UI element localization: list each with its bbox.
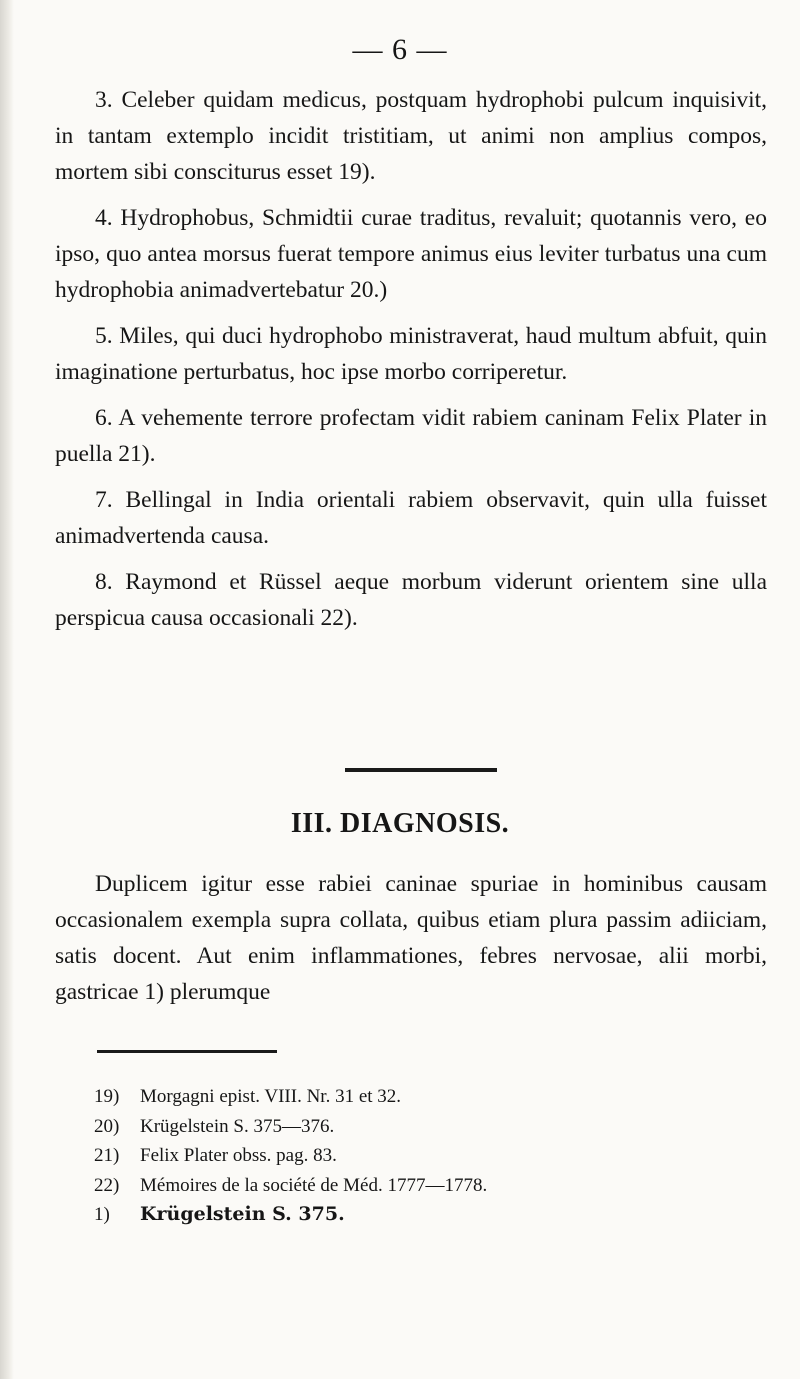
- footnote-text: Felix Plater obss. pag. 83.: [140, 1145, 337, 1166]
- section-divider: [345, 768, 497, 772]
- main-text-diagnosis: [55, 866, 767, 1010]
- footnote-label: 22): [94, 1174, 120, 1196]
- paragraph-7: 7. Bellingal in India orientali rabiem observavit, quin ulla fuisset animadvertenda causa.: [55, 487, 767, 549]
- footnote-text: Mémoires de la société de Méd. 1777—1778.: [140, 1174, 488, 1196]
- footnotes: [94, 1082, 774, 1230]
- paragraph-4: 4. Hydrophobus, Schmidtii curae traditus, revaluit; quotannis vero, eo ipso, quo antea morsus fuerat tempore animus eius leviter turbatus una cum hydrophobia animadvertebatur 20.): [55, 205, 767, 303]
- footnote: [94, 1200, 774, 1230]
- main-text-top: [55, 82, 767, 636]
- footnote-label: 21): [94, 1145, 120, 1166]
- footnote-text: Morgagni epist. VIII. Nr. 31 et 32.: [140, 1086, 402, 1107]
- paragraph-3: 3. Celeber quidam medicus, postquam hydrophobi pulcum inquisivit, in tantam extemplo incidit tristitiam, ut animi non amplius compos, mortem sibi consciturus esset 19).: [55, 87, 767, 185]
- footnote-divider: [97, 1050, 277, 1053]
- paragraph-diagnosis: Duplicem igitur esse rabiei caninae spuriae in hominibus causam occasionalem exempla supra collata, quibus etiam plura passim adiiciam, satis docent. Aut enim inflammationes, febres nervosae, alii morbi, gastricae 1) plerumque: [55, 871, 767, 1005]
- footnote: [94, 1112, 774, 1142]
- footnote: [94, 1141, 774, 1171]
- footnote: [94, 1082, 774, 1112]
- footnote: [94, 1171, 774, 1201]
- paragraph-6: 6. A vehemente terrore profectam vidit rabiem caninam Felix Plater in puella 21).: [55, 405, 767, 467]
- page-number: — 6 —: [352, 33, 448, 66]
- binding-edge: [0, 0, 14, 1379]
- footnote-label: 20): [94, 1115, 120, 1137]
- footnote-text: Krügelstein S. 375.: [140, 1203, 345, 1225]
- paragraph-5: 5. Miles, qui duci hydrophobo ministraverat, haud multum abfuit, quin imaginatione perturbatus, hoc ipse morbo corriperetur.: [55, 323, 767, 385]
- section-heading: III. DIAGNOSIS.: [290, 808, 510, 839]
- paragraph-8: 8. Raymond et Rüssel aeque morbum viderunt orientem sine ulla perspicua causa occasionali 22).: [55, 569, 767, 631]
- footnote-label: 1): [94, 1204, 110, 1225]
- footnote-text: Krügelstein S. 375—376.: [140, 1115, 335, 1137]
- footnote-label: 19): [94, 1086, 120, 1107]
